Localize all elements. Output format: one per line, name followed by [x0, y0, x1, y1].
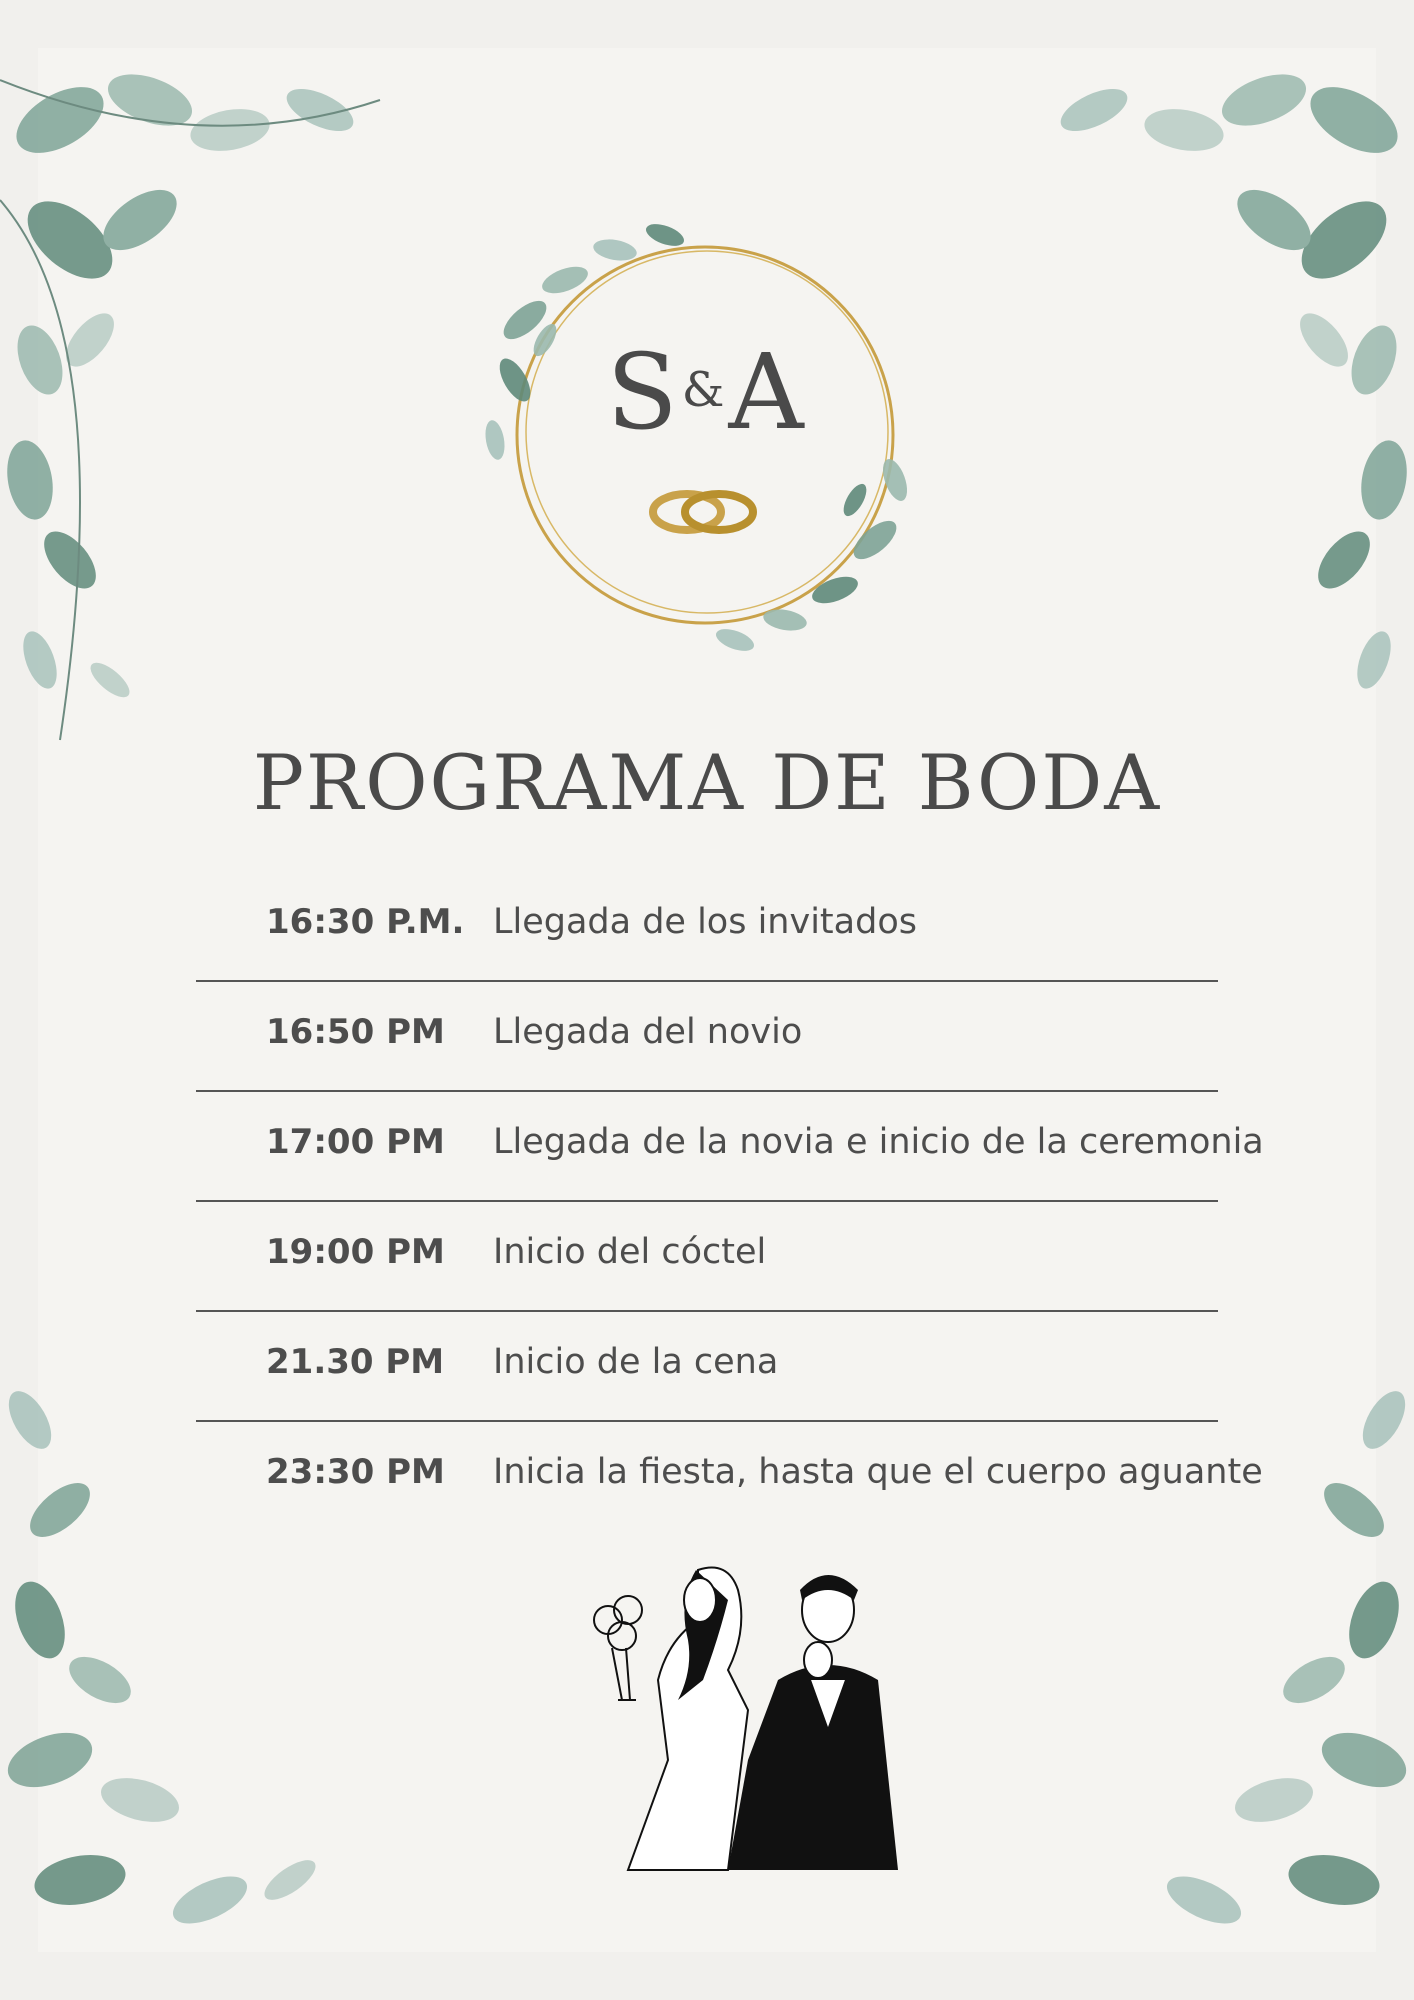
schedule-item — [196, 1312, 1218, 1422]
schedule-event: Inicio de la cena — [493, 1342, 779, 1382]
schedule-event: Inicia la fiesta, hasta que el cuerpo aguante — [493, 1452, 1263, 1492]
monogram-logo — [455, 200, 955, 670]
monogram-initials: S&A — [606, 331, 804, 453]
couple-illustration — [578, 1560, 908, 1890]
schedule-event: Llegada de los invitados — [493, 902, 917, 942]
schedule-item — [196, 872, 1218, 982]
schedule-time: 23:30 PM — [266, 1452, 445, 1492]
schedule-item — [196, 982, 1218, 1092]
schedule-time: 16:50 PM — [266, 1012, 445, 1052]
schedule-item — [196, 1422, 1263, 1532]
schedule-event: Inicio del cóctel — [493, 1232, 767, 1272]
schedule-time: 17:00 PM — [266, 1122, 445, 1162]
wedding-rings-icon — [643, 482, 763, 542]
schedule-event: Llegada de la novia e inicio de la ceremonia — [493, 1122, 1264, 1162]
schedule-item — [196, 1092, 1264, 1202]
schedule-time: 19:00 PM — [266, 1232, 445, 1272]
foliage-top-right — [994, 40, 1414, 780]
page-title: PROGRAMA DE BODA — [252, 738, 1162, 827]
schedule-event: Llegada del novio — [493, 1012, 803, 1052]
foliage-top-left — [0, 40, 420, 780]
schedule-item — [196, 1202, 1218, 1312]
schedule-list — [196, 872, 1264, 1532]
schedule-time: 21.30 PM — [266, 1342, 445, 1382]
schedule-time: 16:30 P.M. — [266, 902, 465, 942]
